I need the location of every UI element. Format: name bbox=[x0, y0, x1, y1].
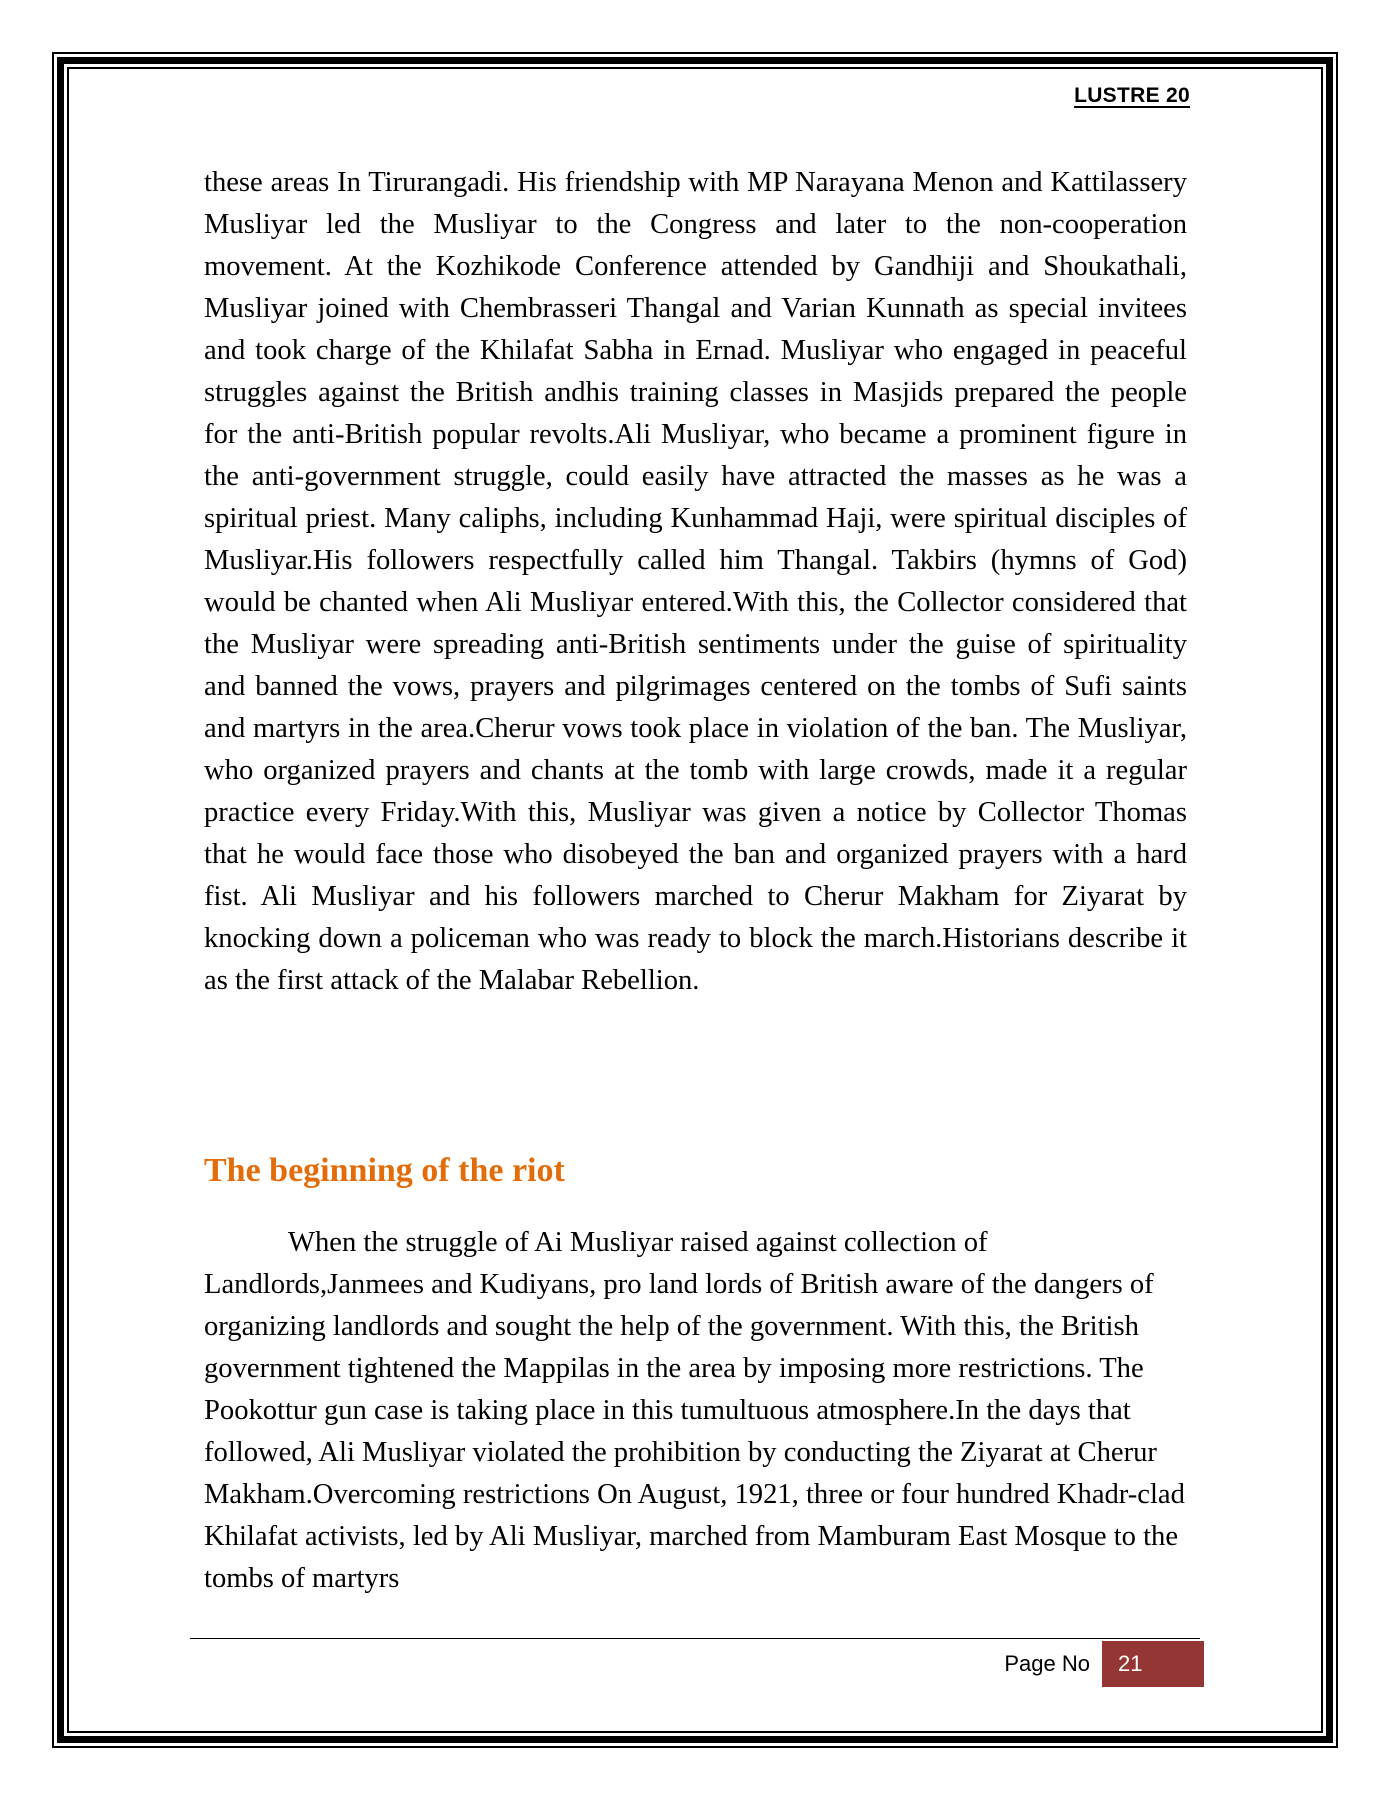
body-paragraph-1: these areas In Tirurangadi. His friendship with MP Narayana Menon and Kattilassery Musliyar led the Musliyar to the Congress and later to the non-cooperation movement. At the Kozhikode Conference attended by Gandhiji and Shoukathali, Musliyar joined with Chembrasseri Thangal and Varian Kunnath as special invitees and took charge of the Khilafat Sabha in Ernad. Musliyar who engaged in peaceful struggles against the British andhis training classes in Masjids prepared the people for the anti-British popular revolts.Ali Musliyar, who became a prominent figure in the anti-government struggle, could easily have attracted the masses as he was a spiritual priest. Many caliphs, including Kunhammad Haji, were spiritual disciples of Musliyar.His followers respectfully called him Thangal. Takbirs (hymns of God) would be chanted when Ali Musliyar entered.With this, the Collector considered that the Musliyar were spreading anti-British sentiments under the guise of spirituality and banned the vows, prayers and pilgrimages centered on the tombs of Sufi saints and martyrs in the area.Cherur vows took place in violation of the ban. The Musliyar, who organized prayers and chants at the tomb with large crowds, made it a regular practice every Friday.With this, Musliyar was given a notice by Collector Thomas that he would face those who disobeyed the ban and organized prayers with a hard fist. Ali Musliyar and his followers marched to Cherur Makham for Ziyarat by knocking down a policeman who was ready to block the march.Historians describe it as the first attack of the Malabar Rebellion. bbox=[204, 167, 1187, 996]
page-footer bbox=[1000, 1641, 1204, 1687]
page-number-badge: 21 bbox=[1102, 1641, 1204, 1687]
page-number-label: Page No bbox=[1004, 1651, 1090, 1676]
body-paragraph-2: When the struggle of Ai Musliyar raised against collection of Landlords,Janmees and Kudiyans, pro land lords of British aware of the dangers of organizing landlords and sought the help of the government. With this, the British government tightened the Mappilas in the area by imposing more restrictions. The Pookottur gun case is taking place in this tumultuous atmosphere.In the days that followed, Ali Musliyar violated the prohibition by conducting the Ziyarat at Cherur Makham.Overcoming restrictions On August, 1921, three or four hundred Khadr-clad Khilafat activists, led by Ali Musliyar, marched from Mamburam East Mosque to the tombs of martyrs bbox=[204, 1227, 1185, 1594]
running-header-title: LUSTRE 20 bbox=[1074, 84, 1190, 107]
footer-divider bbox=[190, 1638, 1200, 1639]
section-heading: The beginning of the riot bbox=[204, 1152, 565, 1189]
